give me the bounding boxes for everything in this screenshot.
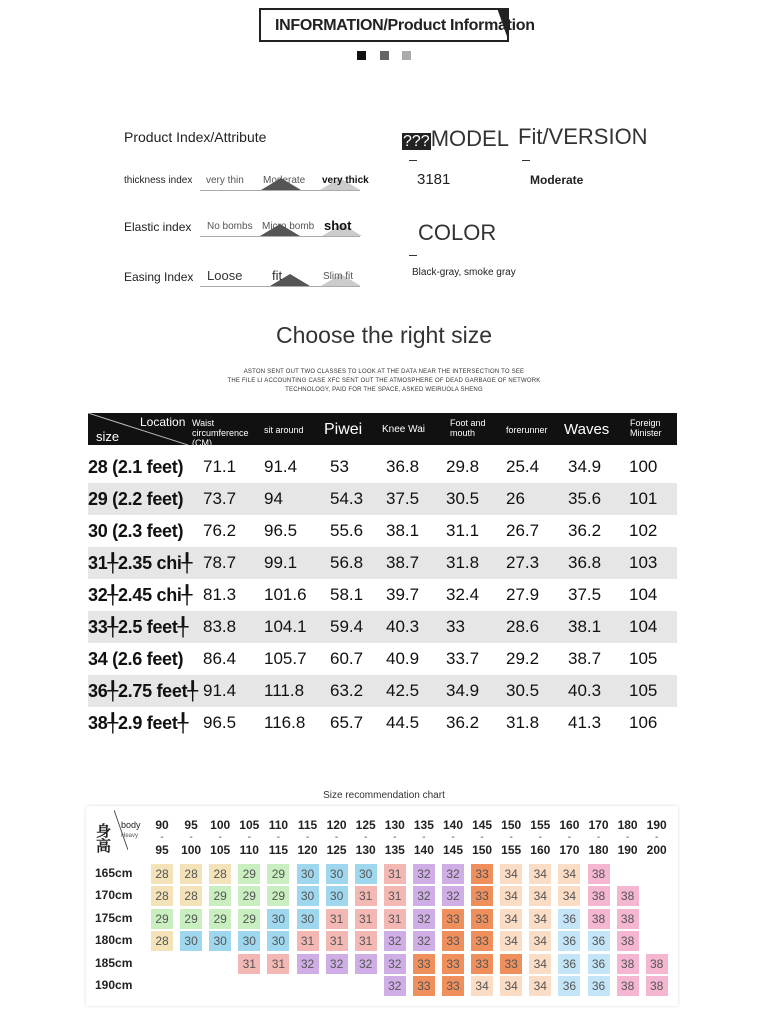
size-recommendation-cell: 29 xyxy=(209,909,231,929)
size-recommendation-cell: 34 xyxy=(500,909,522,929)
col-waist: Waist circumference (CM) xyxy=(192,418,249,448)
weight-from: 95 xyxy=(184,818,198,832)
size-recommendation-cell: 38 xyxy=(646,954,668,974)
size-recommendation-cell: 31 xyxy=(384,864,406,884)
size-recommendation-cell: 36 xyxy=(588,954,610,974)
model-prefix: ??? xyxy=(403,133,430,150)
size-note-line: TECHNOLOGY, PAID FOR THE SPACE, ASKED WEIRUOLA SHENG xyxy=(285,387,483,393)
size-recommendation-cell: 33 xyxy=(442,931,464,951)
size-recommendation-cell: 38 xyxy=(588,886,610,906)
size-recommendation-cell: 33 xyxy=(442,976,464,996)
size-recommendation-cell: 36 xyxy=(558,954,580,974)
size-row xyxy=(88,611,677,643)
size-cell: 106 xyxy=(629,713,658,732)
size-recommendation-cell: 33 xyxy=(471,954,493,974)
height-label: 170cm xyxy=(95,888,133,903)
size-cell: 101.6 xyxy=(264,585,307,604)
size-cell: 31.8 xyxy=(446,553,480,572)
size-cell: 37.5 xyxy=(386,489,420,508)
attribute-label: thickness index xyxy=(124,175,193,186)
size-recommendation-cell: 30 xyxy=(326,886,348,906)
size-recommendation-cell: 32 xyxy=(413,909,435,929)
size-recommendation-cell: 28 xyxy=(151,931,173,951)
size-cell: 33 xyxy=(446,617,465,636)
size-cell: 36.8 xyxy=(568,553,602,572)
weight-from: 135 xyxy=(413,818,434,832)
size-recommendation-cell: 38 xyxy=(646,976,668,996)
size-recommendation-cell: 36 xyxy=(558,931,580,951)
weight-from: 170 xyxy=(588,818,609,832)
size-recommendation-cell: 38 xyxy=(617,931,639,951)
col-sit-around: sit around xyxy=(264,425,304,435)
size-cell: 96.5 xyxy=(264,521,298,540)
weight-from: 100 xyxy=(210,818,231,832)
size-row xyxy=(88,675,677,707)
size-cell: 58.1 xyxy=(330,585,364,604)
weight-from: 145 xyxy=(472,818,493,832)
size-row xyxy=(88,707,677,739)
size-cell: 34.9 xyxy=(568,457,602,476)
size-recommendation-cell: 31 xyxy=(326,931,348,951)
size-recommendation-cell: 33 xyxy=(413,954,435,974)
size-recommendation-cell: 31 xyxy=(355,886,377,906)
size-recommendation-cell: 31 xyxy=(326,909,348,929)
size-cell: 40.9 xyxy=(386,649,420,668)
weight-to: 105 xyxy=(210,843,231,857)
size-cell: 34.9 xyxy=(446,681,480,700)
size-recommendation-cell: 30 xyxy=(267,909,289,929)
size-cell: 26.7 xyxy=(506,521,540,540)
size-cell: 94 xyxy=(264,489,283,508)
size-recommendation-cell: 34 xyxy=(529,976,551,996)
weight-to: 110 xyxy=(239,843,259,857)
size-recommendation-cell: 30 xyxy=(355,864,377,884)
size-recommendation-cell: 28 xyxy=(209,864,231,884)
size-recommendation-cell: 28 xyxy=(151,864,173,884)
attribute-option: Moderate xyxy=(263,175,306,186)
size-recommendation-cell: 38 xyxy=(617,886,639,906)
size-cell: 36.2 xyxy=(568,521,602,540)
weight-from: 160 xyxy=(559,818,580,832)
height-label: 180cm xyxy=(95,933,133,948)
height-label: 185cm xyxy=(95,955,133,970)
size-recommendation-cell: 31 xyxy=(297,931,319,951)
size-cell: 54.3 xyxy=(330,489,364,508)
size-recommendation-cell: 36 xyxy=(558,976,580,996)
weight-dash: - xyxy=(422,832,426,843)
weight-from: 115 xyxy=(297,818,318,832)
size-recommendation-cell: 34 xyxy=(529,931,551,951)
size-cell: 42.5 xyxy=(386,681,420,700)
attribute-option: No bombs xyxy=(207,221,253,232)
size-recommendation-cell: 28 xyxy=(180,864,202,884)
size-recommendation-cell: 29 xyxy=(238,909,260,929)
size-cell: 59.4 xyxy=(330,617,364,636)
size-recommendation-cell: 33 xyxy=(471,931,493,951)
size-recommendation-cell: 36 xyxy=(588,931,610,951)
weight-dash: - xyxy=(160,832,164,843)
weight-from: 130 xyxy=(384,818,405,832)
size-label: 30 (2.3 feet) xyxy=(88,521,184,541)
size-recommendation-cell: 38 xyxy=(588,909,610,929)
size-cell: 36.8 xyxy=(386,457,420,476)
size-cell: 37.5 xyxy=(568,585,602,604)
weight-dash: - xyxy=(247,832,251,843)
weight-dash: - xyxy=(509,832,513,843)
size-label: 34 (2.6 feet) xyxy=(88,649,184,669)
weight-dash: - xyxy=(596,832,601,843)
size-cell: 25.4 xyxy=(506,457,540,476)
size-recommendation-cell: 30 xyxy=(267,931,289,951)
size-recommendation-cell: 32 xyxy=(413,931,435,951)
weight-dash: - xyxy=(655,832,659,843)
size-cell: 99.1 xyxy=(264,553,298,572)
size-recommendation-cell: 34 xyxy=(500,886,522,906)
model-tick xyxy=(409,160,417,161)
size-recommendation-cell: 34 xyxy=(500,864,522,884)
size-cell: 91.4 xyxy=(203,681,237,700)
size-cell: 32.4 xyxy=(446,585,480,604)
weight-from: 90 xyxy=(155,818,169,832)
weight-to: 140 xyxy=(413,843,434,857)
color-tick xyxy=(409,255,417,256)
size-cell: 83.8 xyxy=(203,617,237,636)
fit-tick xyxy=(522,160,530,161)
attributes-title: Product Index/Attribute xyxy=(124,129,267,145)
size-recommendation-cell: 29 xyxy=(238,886,260,906)
weight-to: 190 xyxy=(617,843,638,857)
size-recommendation-cell: 34 xyxy=(529,886,551,906)
size-label: 28 (2.1 feet) xyxy=(88,457,184,477)
size-cell: 73.7 xyxy=(203,489,237,508)
weight-dash: - xyxy=(625,832,630,843)
size-recommendation-cell: 36 xyxy=(588,976,610,996)
size-label: 36╀2.75 feet╀ xyxy=(88,681,198,701)
size-note xyxy=(0,368,768,395)
weight-from: 150 xyxy=(501,818,522,832)
size-recommendation-cell: 29 xyxy=(180,909,202,929)
size-cell: 103 xyxy=(629,553,658,572)
col-waves: Waves xyxy=(564,421,610,438)
size-cell: 104 xyxy=(629,585,658,604)
attribute-option: Micro bomb xyxy=(262,221,315,232)
indicator-dot-2 xyxy=(380,51,389,60)
size-recommendation-cell: 34 xyxy=(471,976,493,996)
size-cell: 31.8 xyxy=(506,713,540,732)
weight-to: 130 xyxy=(355,843,376,857)
size-cell: 102 xyxy=(629,521,658,540)
size-recommendation-cell: 33 xyxy=(500,954,522,974)
size-recommendation-cell: 34 xyxy=(500,931,522,951)
weight-to: 95 xyxy=(155,843,169,857)
height-label: 165cm xyxy=(95,866,133,880)
weight-dash: - xyxy=(276,832,281,843)
size-recommendation-cell: 33 xyxy=(413,976,435,996)
size-recommendation-cell: 34 xyxy=(529,954,551,974)
size-cell: 111.8 xyxy=(264,681,305,700)
weight-to: 100 xyxy=(181,843,202,857)
size-recommendation-cell: 31 xyxy=(355,909,377,929)
weight-dash: - xyxy=(393,832,397,843)
size-row xyxy=(88,451,677,483)
size-recommendation-cell: 34 xyxy=(558,864,580,884)
size-recommendation-cell: 29 xyxy=(238,864,260,884)
size-cell: 55.6 xyxy=(330,521,364,540)
weight-dash: - xyxy=(305,832,310,843)
size-recommendation-cell: 31 xyxy=(355,931,377,951)
size-recommendation-cell: 32 xyxy=(326,954,348,974)
size-recommendation-cell: 29 xyxy=(267,886,289,906)
size-recommendation-cell: 28 xyxy=(180,886,202,906)
weight-dash: - xyxy=(480,832,484,843)
weight-to: 170 xyxy=(559,843,580,857)
size-recommendation-cell: 32 xyxy=(384,954,406,974)
size-recommendation-cell: 30 xyxy=(297,909,319,929)
size-row xyxy=(88,483,677,515)
size-cell: 40.3 xyxy=(386,617,420,636)
rec-corner-diagonal xyxy=(114,810,128,850)
size-recommendation-cell: 34 xyxy=(500,976,522,996)
size-recommendation-cell: 33 xyxy=(471,909,493,929)
size-recommendation-cell: 33 xyxy=(471,886,493,906)
indicator-dot-1 xyxy=(357,51,366,60)
size-recommendation-cell: 32 xyxy=(442,864,464,884)
weight-from: 105 xyxy=(239,818,260,832)
corner-location: Location xyxy=(140,415,186,429)
height-label: 175cm xyxy=(95,910,133,925)
size-cell: 36.2 xyxy=(446,713,480,732)
weight-to: 125 xyxy=(326,843,347,857)
size-recommendation-cell: 30 xyxy=(238,931,260,951)
col-foot: Foot and mouth xyxy=(450,418,486,438)
col-piwei: Piwei xyxy=(324,421,363,438)
model-heading xyxy=(402,126,509,152)
size-cell: 105.7 xyxy=(264,649,307,668)
weight-to: 120 xyxy=(297,843,318,857)
weight-to: 115 xyxy=(268,843,289,857)
size-cell: 33.7 xyxy=(446,649,480,668)
weight-to: 145 xyxy=(442,843,464,857)
size-cell: 30.5 xyxy=(446,489,480,508)
weight-from: 155 xyxy=(530,818,551,832)
size-recommendation-cell: 30 xyxy=(180,931,202,951)
weight-from: 140 xyxy=(442,818,464,832)
weight-to: 150 xyxy=(472,843,493,857)
size-cell: 105 xyxy=(629,649,658,668)
size-recommendation-cell: 29 xyxy=(209,886,231,906)
weight-to: 200 xyxy=(646,843,667,857)
col-foreign: Foreign Minister xyxy=(630,418,662,438)
weight-dash: - xyxy=(334,832,339,843)
size-table-header xyxy=(88,413,677,448)
weight-to: 135 xyxy=(384,843,405,857)
size-cell: 78.7 xyxy=(203,553,237,572)
size-recommendation-cell: 30 xyxy=(297,864,319,884)
height-label: 190cm xyxy=(95,978,133,992)
size-recommendation-cell: 38 xyxy=(588,864,610,884)
recommendation-title: Size recommendation chart xyxy=(323,790,445,801)
size-recommendation-cell: 32 xyxy=(297,954,319,974)
model-label: MODEL xyxy=(430,126,509,151)
size-recommendation-cell: 29 xyxy=(267,864,289,884)
size-recommendation-cell: 28 xyxy=(151,886,173,906)
size-label: 29 (2.2 feet) xyxy=(88,489,184,509)
weight-dash: - xyxy=(189,832,193,843)
size-cell: 53 xyxy=(330,457,349,476)
size-cell: 31.1 xyxy=(446,521,480,540)
size-recommendation-cell: 34 xyxy=(529,909,551,929)
size-cell: 26 xyxy=(506,489,525,508)
size-cell: 96.5 xyxy=(203,713,237,732)
attribute-option: very thin xyxy=(206,175,244,186)
rec-corner-body: body xyxy=(121,820,141,830)
size-cell: 76.2 xyxy=(203,521,237,540)
weight-from: 120 xyxy=(326,818,347,832)
size-cell: 29.2 xyxy=(506,649,540,668)
rec-corner-height: 身高 xyxy=(96,823,112,855)
col-knee: Knee Wai xyxy=(382,424,425,435)
size-cell: 100 xyxy=(629,457,658,476)
size-recommendation-cell: 32 xyxy=(384,931,406,951)
size-cell: 39.7 xyxy=(386,585,420,604)
size-recommendation-cell: 36 xyxy=(558,909,580,929)
size-cell: 81.3 xyxy=(203,585,237,604)
rec-corner-heavy: Heavy xyxy=(121,833,139,839)
size-recommendation-cell: 31 xyxy=(384,886,406,906)
size-cell: 27.3 xyxy=(506,553,540,572)
size-cell: 65.7 xyxy=(330,713,364,732)
size-note-line: THE FILE LI ACCOUNTING CASE XFC SENT OUT THE ATMOSPHERE OF DEAD GARBAGE OF NETWORK xyxy=(227,378,541,384)
size-cell: 27.9 xyxy=(506,585,540,604)
size-cell: 38.1 xyxy=(568,617,602,636)
size-recommendation-cell: 30 xyxy=(297,886,319,906)
size-recommendation-cell: 33 xyxy=(471,864,493,884)
size-recommendation-cell: 32 xyxy=(355,954,377,974)
size-recommendation-cell: 38 xyxy=(617,976,639,996)
attribute-underline xyxy=(200,236,360,237)
weight-dash: - xyxy=(567,832,572,843)
size-cell: 116.8 xyxy=(264,713,306,732)
size-row xyxy=(88,515,677,547)
size-cell: 35.6 xyxy=(568,489,602,508)
size-cell: 29.8 xyxy=(446,457,480,476)
attribute-option: very thick xyxy=(322,175,369,186)
size-cell: 38.7 xyxy=(386,553,420,572)
weight-from: 125 xyxy=(355,818,376,832)
weight-to: 155 xyxy=(501,843,522,857)
size-label: 38╀2.9 feet╀ xyxy=(88,713,189,733)
weight-from: 110 xyxy=(268,818,289,832)
size-recommendation-cell: 33 xyxy=(442,909,464,929)
size-section-title: Choose the right size xyxy=(275,322,493,348)
size-recommendation-cell: 32 xyxy=(413,886,435,906)
size-cell: 30.5 xyxy=(506,681,540,700)
size-cell: 86.4 xyxy=(203,649,237,668)
size-cell: 60.7 xyxy=(330,649,364,668)
size-cell: 28.6 xyxy=(506,617,540,636)
size-cell: 56.8 xyxy=(330,553,364,572)
size-label: 32╀2.45 chi╀ xyxy=(88,585,193,605)
size-note-line: ASTON SENT OUT TWO CLASSES TO LOOK AT THE DATA NEAR THE INTERSECTION TO SEE xyxy=(243,369,525,375)
size-recommendation-cell: 29 xyxy=(151,909,173,929)
size-cell: 38.7 xyxy=(568,649,602,668)
size-row xyxy=(88,643,677,675)
attribute-option: shot xyxy=(324,218,352,233)
weight-from: 190 xyxy=(646,818,667,832)
weight-to: 160 xyxy=(530,843,551,857)
attribute-option: fit xyxy=(272,268,283,283)
model-value: 3181 xyxy=(417,171,451,188)
header-title: INFORMATION/Product Information xyxy=(275,17,535,34)
weight-to: 180 xyxy=(588,843,609,857)
col-forerunner: forerunner xyxy=(506,425,548,435)
corner-size: size xyxy=(96,429,120,444)
size-cell: 38.1 xyxy=(386,521,420,540)
size-row xyxy=(88,579,677,611)
attribute-underline xyxy=(200,190,360,191)
size-label: 33╀2.5 feet╀ xyxy=(88,617,189,637)
attribute-option: Loose xyxy=(207,268,243,283)
section-header-banner xyxy=(259,8,535,42)
size-recommendation-cell: 30 xyxy=(326,864,348,884)
size-recommendation-cell: 38 xyxy=(617,954,639,974)
attribute-label: Easing Index xyxy=(124,270,194,284)
size-cell: 71.1 xyxy=(203,457,237,476)
size-recommendation-cell: 31 xyxy=(267,954,289,974)
size-recommendation-cell: 34 xyxy=(558,886,580,906)
weight-from: 180 xyxy=(617,818,638,832)
size-label: 31╀2.35 chi╀ xyxy=(88,553,193,573)
size-cell: 105 xyxy=(629,681,658,700)
size-recommendation-cell: 31 xyxy=(238,954,260,974)
weight-dash: - xyxy=(218,832,222,843)
weight-dash: - xyxy=(538,832,542,843)
fit-heading: Fit/VERSION xyxy=(518,124,648,149)
weight-dash: - xyxy=(364,832,368,843)
attribute-label: Elastic index xyxy=(124,220,192,234)
size-cell: 41.3 xyxy=(568,713,602,732)
size-recommendation-cell: 30 xyxy=(209,931,231,951)
size-recommendation-cell: 34 xyxy=(529,864,551,884)
size-cell: 44.5 xyxy=(386,713,420,732)
color-heading: COLOR xyxy=(418,220,497,245)
size-recommendation-cell: 33 xyxy=(442,954,464,974)
size-cell: 40.3 xyxy=(568,681,602,700)
size-cell: 63.2 xyxy=(330,681,364,700)
weight-dash: - xyxy=(451,832,455,843)
size-recommendation-cell: 32 xyxy=(442,886,464,906)
size-recommendation-cell: 31 xyxy=(384,909,406,929)
size-recommendation-cell: 38 xyxy=(617,909,639,929)
attribute-underline xyxy=(200,286,360,287)
indicator-dot-3 xyxy=(402,51,411,60)
fit-value: Moderate xyxy=(530,173,584,187)
size-recommendation-cell: 32 xyxy=(413,864,435,884)
size-cell: 104 xyxy=(629,617,658,636)
size-cell: 104.1 xyxy=(264,617,307,636)
size-cell: 91.4 xyxy=(264,457,298,476)
attribute-option: Slim fit xyxy=(323,271,353,282)
size-recommendation-cell: 32 xyxy=(384,976,406,996)
size-cell: 101 xyxy=(629,489,658,508)
color-value: Black-gray, smoke gray xyxy=(412,267,516,278)
size-row xyxy=(88,547,677,579)
